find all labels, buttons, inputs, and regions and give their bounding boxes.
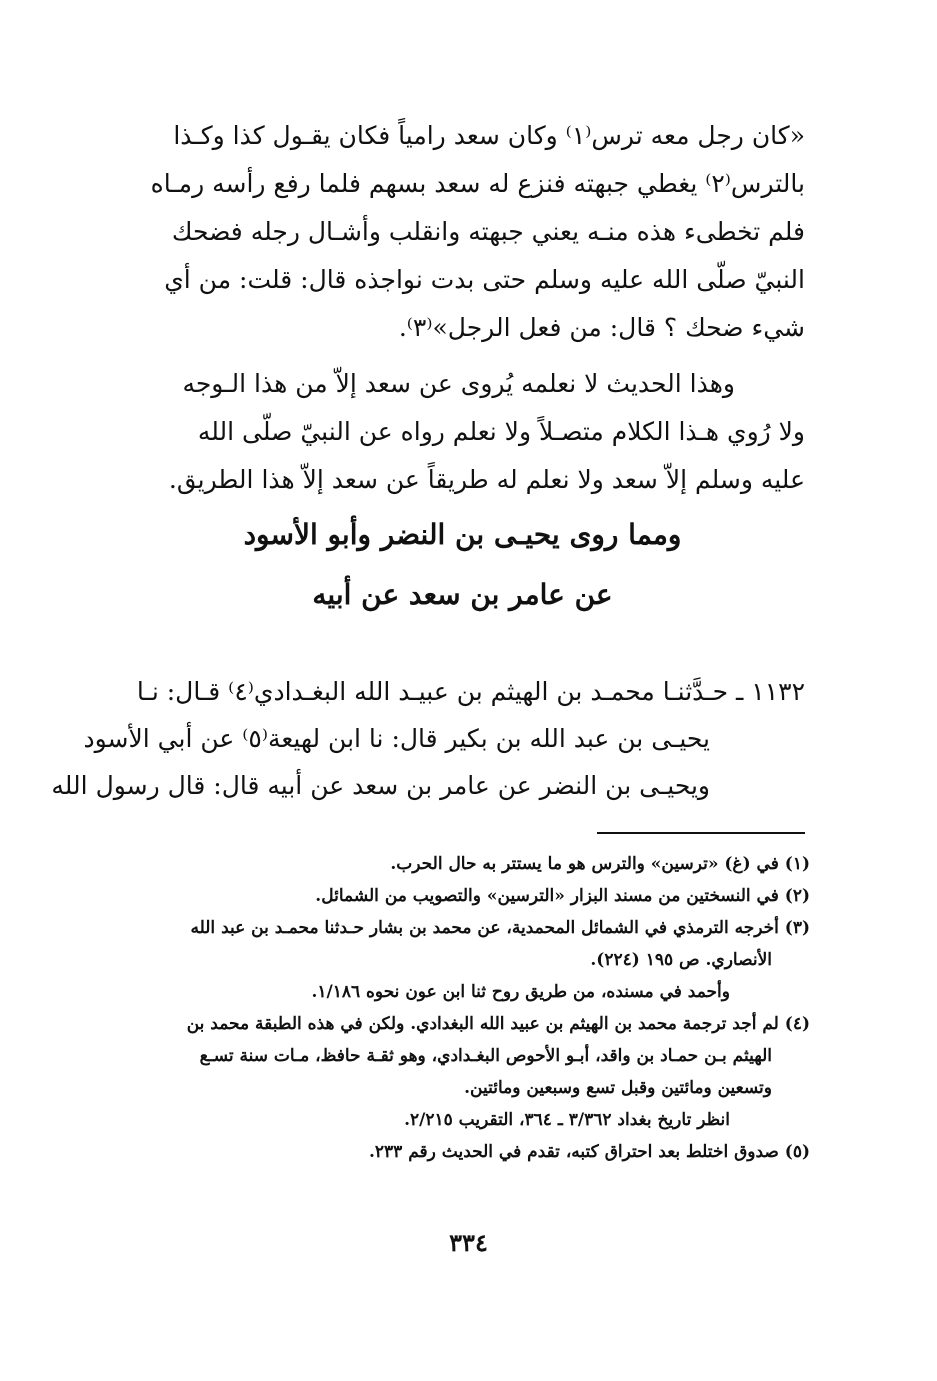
footnote-line: (١) في (غ) «ترسين» والترس هو ما يستتر به حال الحرب. [390, 854, 810, 874]
text-line: عليه وسلم إلاّ سعد ولا نعلم له طريقاً عن سعد إلاّ هذا الطريق. [168, 465, 805, 494]
text-line: فلم تخطىء هذه منـه يعني جبهته وانقلب وأشـال رجله فضحك [171, 217, 805, 246]
footnote-line: الأنصاري. ص ١٩٥ (٢٢٤). [590, 950, 772, 970]
page-number: ٣٣٤ [449, 1228, 488, 1257]
hadith-first-line [105, 668, 805, 715]
section-heading-line-2: عن عامر بن سعد عن أبيه [312, 578, 613, 611]
hadith-number: ١١٣٢ [751, 677, 805, 706]
footnote-line: وتسعين ومائتين وقبل تسع وسبعين ومائتين. [464, 1078, 772, 1098]
footnote-line: الهيثم بـن حمـاد بن واقد، أبـو الأحوص البغـدادي، وهو ثقـة حافظ، مـات سنة تسـع [199, 1046, 772, 1066]
text-line: ـ حـدَّثنـا محمـد بن الهيثم بن عبيـد الله البغـدادي⁽٤⁾ قـال: نـا [136, 677, 744, 706]
hadith-entry [51, 668, 805, 809]
text-line: ويحيـى بن النضر عن عامر بن سعد عن أبيه قال: قال رسول الله [51, 771, 710, 800]
footnote-line: انظر تاريخ بغداد ٣/٣٦٢ ـ ٣٦٤، التقريب ٢/٢١٥. [404, 1110, 730, 1130]
footnote-line: (٣) أخرجه الترمذي في الشمائل المحمدية، عن محمد بن بشار حـدثنا محمـد بن عبد الله [190, 918, 810, 938]
commentary-paragraph [105, 360, 805, 504]
hadith-text-paragraph [105, 112, 805, 352]
footnote-line: (٤) لم أجد ترجمة محمد بن الهيثم بن عبيد الله البغدادي. ولكن في هذه الطبقة محمد بن [186, 1014, 810, 1034]
text-line: بالترس⁽٢⁾ يغطي جبهته فنزع له سعد بسهم فلما رفع رأسه رمـاه [150, 169, 805, 198]
text-line: شيء ضحك ؟ قال: من فعل الرجل»⁽٣⁾. [398, 313, 805, 342]
footnote-separator [597, 832, 805, 834]
text-line: يحيـى بن عبد الله بن بكير قال: نا ابن لهيعة⁽٥⁾ عن أبي الأسود [83, 724, 710, 753]
text-line: النبيّ صلّى الله عليه وسلم حتى بدت نواجذه قال: قلت: من أي [164, 265, 805, 294]
section-heading-line-1: ومما روى يحيـى بن النضر وأبو الأسود [243, 518, 682, 551]
footnote-line: وأحمد في مسنده، من طريق روح ثنا ابن عون نحوه ١/١٨٦. [311, 982, 730, 1002]
text-line: وهذا الحديث لا نعلمه يُروى عن سعد إلاّ من هذا الـوجه [182, 369, 735, 398]
footnote-line: (٥) صدوق اختلط بعد احتراق كتبه، تقدم في الحديث رقم ٢٣٣. [368, 1142, 810, 1162]
text-line: «كان رجل معه ترس⁽١⁾ وكان سعد رامياً فكان يقـول كذا وكـذا [173, 121, 805, 150]
text-line: ولا رُوي هـذا الكلام متصـلاً ولا نعلم رواه عن النبيّ صلّى الله [197, 417, 805, 446]
footnote-line: (٢) في النسختين من مسند البزار «الترسين» والتصويب من الشمائل. [315, 886, 810, 906]
footnotes [105, 848, 810, 1168]
